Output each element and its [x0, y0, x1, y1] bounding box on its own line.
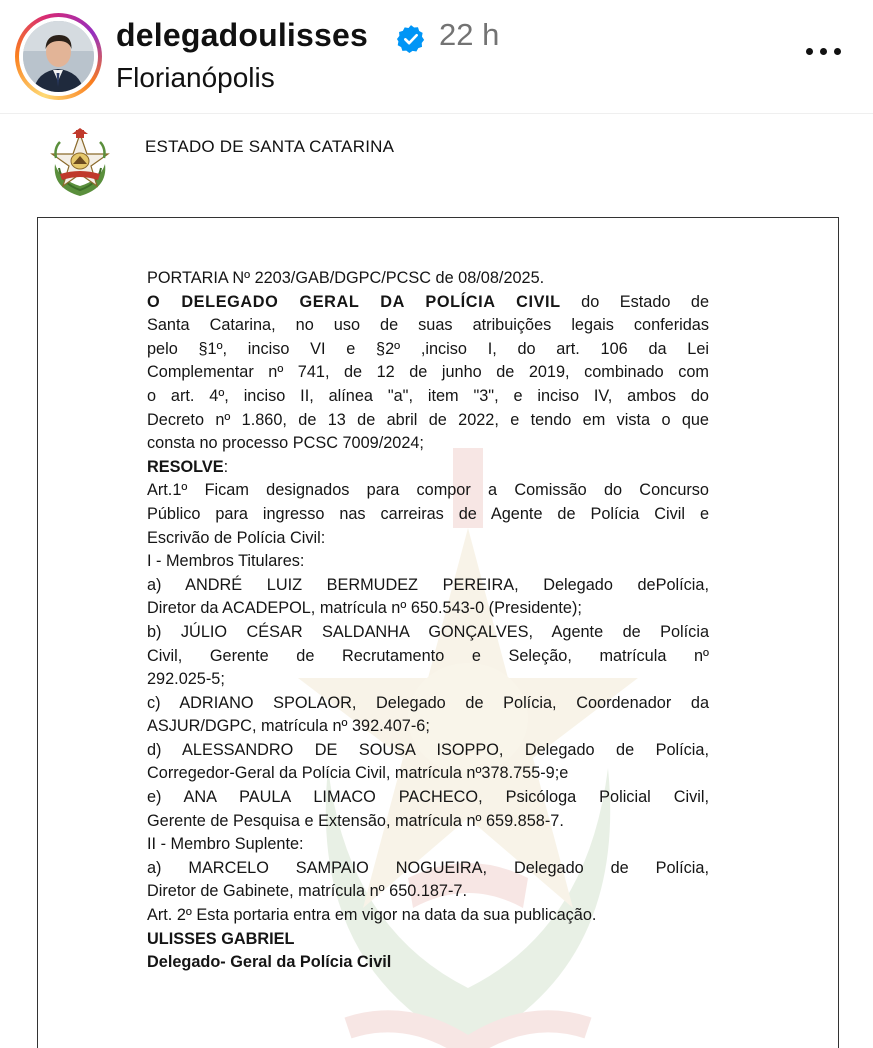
document-line: [147, 621, 709, 645]
document-line: [147, 668, 709, 692]
document-line: [147, 527, 709, 551]
document-bold-text: Delegado- Geral da Polícia Civil: [147, 953, 392, 972]
story-ring[interactable]: [15, 13, 102, 100]
document-text: Corregedor-Geral da Polícia Civil, matrícula nº378.755-9;e: [147, 764, 569, 783]
more-options-icon[interactable]: [806, 48, 842, 58]
avatar[interactable]: [23, 21, 94, 92]
document-text: pelo §1º, inciso VI e §2º ,inciso I, do art. 106 da Lei: [147, 339, 709, 358]
document-text: Civil, Gerente de Recrutamento e Seleção, matrícula nº: [147, 646, 709, 665]
document-text: Diretor da ACADEPOL, matrícula nº 650.543-0 (Presidente);: [147, 599, 582, 618]
document-bold-text: RESOLVE: [147, 457, 224, 476]
document-text: Público para ingresso nas carreiras de Agente de Polícia Civil e: [147, 504, 709, 523]
document-text: Santa Catarina, no uso de suas atribuições legais conferidas: [147, 316, 709, 335]
state-header: ESTADO DE SANTA CATARINA: [145, 137, 395, 156]
document-text: :: [223, 457, 229, 476]
document-text: o art. 4º, inciso II, alínea "a", item "3", e inciso IV, ambos do: [147, 386, 709, 405]
document-text: do Estado de: [560, 292, 710, 311]
document-line: [147, 880, 709, 904]
document-line: [147, 692, 709, 716]
document-text: Gerente de Pesquisa e Extensão, matrícula nº 659.858-7.: [147, 811, 564, 830]
document-line: [147, 385, 709, 409]
document-text: d) ALESSANDRO DE SOUSA ISOPPO, Delegado de Polícia,: [147, 740, 709, 759]
document-line: [147, 267, 709, 291]
document-line: [147, 762, 709, 786]
document-line: [147, 432, 709, 456]
document-text: Diretor de Gabinete, matrícula nº 650.187-7.: [147, 882, 467, 901]
document-line: [147, 338, 709, 362]
document-line: [147, 833, 709, 857]
verified-badge-icon: [396, 24, 426, 54]
document-line: [147, 857, 709, 881]
document-text: Complementar nº 741, de 12 de junho de 2019, combinado com: [147, 363, 709, 382]
document-line: [147, 597, 709, 621]
post-header: [0, 0, 873, 114]
document-text: a) ANDRÉ LUIZ BERMUDEZ PEREIRA, Delegado dePolícia,: [147, 575, 709, 594]
document-bold-text: O DELEGADO GERAL DA POLÍCIA CIVIL: [147, 292, 561, 311]
document-line: [147, 361, 709, 385]
document-text: b) JÚLIO CÉSAR SALDANHA GONÇALVES, Agente de Polícia: [147, 622, 709, 641]
document-text: a) MARCELO SAMPAIO NOGUEIRA, Delegado de Polícia,: [147, 858, 709, 877]
document-text: Art. 2º Esta portaria entra em vigor na data da sua publicação.: [147, 906, 597, 925]
document-line: [147, 951, 709, 975]
post-time: 22 h: [439, 17, 500, 52]
document-line: [147, 786, 709, 810]
document-bold-text: ULISSES GABRIEL: [147, 929, 295, 948]
document-line: [147, 479, 709, 503]
document-line: [147, 291, 709, 315]
document-line: [147, 503, 709, 527]
username[interactable]: delegadoulisses: [116, 17, 368, 53]
document-text: consta no processo PCSC 7009/2024;: [147, 434, 424, 453]
document-text: c) ADRIANO SPOLAOR, Delegado de Polícia, Coordenador da: [147, 693, 709, 712]
document-text: Art.1º Ficam designados para compor a Comissão do Concurso: [147, 481, 709, 500]
document-line: [147, 456, 709, 480]
document-line: [147, 715, 709, 739]
document-line: [147, 810, 709, 834]
document-line: [147, 550, 709, 574]
document-text: e) ANA PAULA LIMACO PACHECO, Psicóloga Policial Civil,: [147, 788, 709, 807]
document-line: [147, 739, 709, 763]
post-location[interactable]: Florianópolis: [116, 62, 275, 93]
portaria-text: [147, 267, 709, 975]
document-line: [147, 904, 709, 928]
document-text: Escrivão de Polícia Civil:: [147, 528, 326, 547]
coat-of-arms-icon: [46, 128, 114, 200]
document-line: [147, 928, 709, 952]
post-image[interactable]: [0, 114, 873, 1024]
document-text: Decreto nº 1.860, de 13 de abril de 2022, e tendo em vista o que: [147, 410, 709, 429]
document-line: [147, 574, 709, 598]
document-text: 292.025-5;: [147, 670, 225, 689]
document-line: [147, 645, 709, 669]
document-text: II - Membro Suplente:: [147, 835, 304, 854]
document-text: PORTARIA Nº 2203/GAB/DGPC/PCSC de 08/08/2025.: [147, 269, 545, 287]
document-text: ASJUR/DGPC, matrícula nº 392.407-6;: [147, 717, 430, 736]
document-line: [147, 314, 709, 338]
document-text: I - Membros Titulares:: [147, 552, 305, 571]
document-frame: [37, 217, 839, 1048]
document-line: [147, 409, 709, 433]
